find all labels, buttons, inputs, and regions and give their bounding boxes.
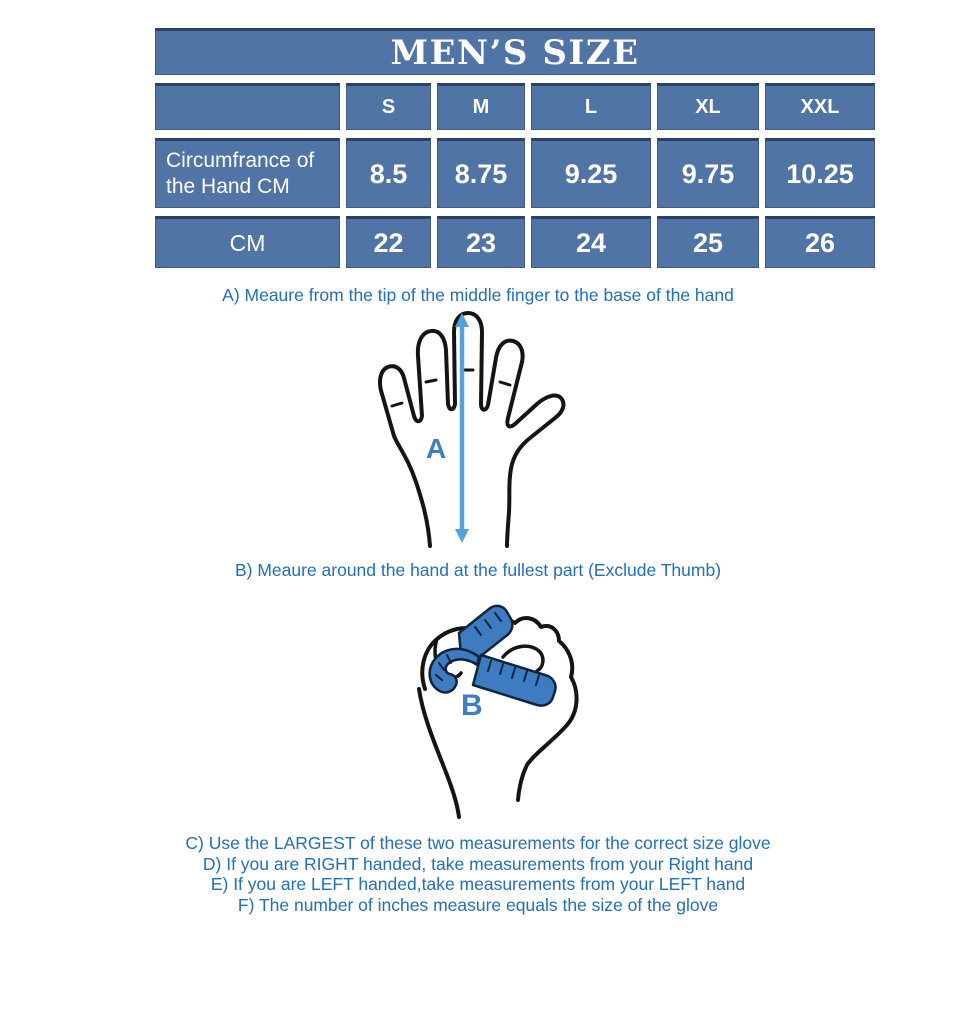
size-header-l: L (531, 83, 651, 130)
circumference-row-label: Circumfrance of the Hand CM (155, 138, 340, 208)
circumference-value-m: 8.75 (437, 138, 525, 208)
table-title: MEN’S SIZE (155, 28, 875, 75)
size-header-m: M (437, 83, 525, 130)
instruction-d: D) If you are RIGHT handed, take measurements from your Right hand (202, 853, 754, 874)
fist-tape-illustration (395, 593, 585, 833)
size-header-xxl: XXL (765, 83, 875, 130)
instructions-c-f (0, 833, 956, 915)
cm-value-s: 22 (346, 216, 431, 268)
cm-value-l: 24 (531, 216, 651, 268)
circumference-value-l: 9.25 (531, 138, 651, 208)
diagram-label-b: B (461, 689, 483, 722)
instruction-f: F) The number of inches measure equals the size of the glove (237, 894, 719, 915)
cm-value-m: 23 (437, 216, 525, 268)
hand-outline (380, 313, 563, 546)
diagram-label-a: A (426, 433, 447, 464)
instruction-b: B) Meaure around the hand at the fullest part (Exclude Thumb) (234, 560, 722, 580)
cm-value-xxl: 26 (765, 216, 875, 268)
circumference-value-s: 8.5 (346, 138, 431, 208)
corner-empty-cell (155, 83, 340, 130)
cm-row-label: CM (155, 216, 340, 268)
circumference-value-xl: 9.75 (657, 138, 759, 208)
cm-value-xl: 25 (657, 216, 759, 268)
size-header-xl: XL (657, 83, 759, 130)
instruction-a: A) Meaure from the tip of the middle finger to the base of the hand (222, 285, 734, 305)
size-header-s: S (346, 83, 431, 130)
mens-size-table (155, 28, 875, 268)
instruction-e: E) If you are LEFT handed,take measurements from your LEFT hand (210, 874, 746, 894)
instruction-c: C) Use the LARGEST of these two measurements for the correct size glove (185, 833, 771, 853)
circumference-value-xxl: 10.25 (765, 138, 875, 208)
hand-open-illustration (368, 310, 583, 548)
